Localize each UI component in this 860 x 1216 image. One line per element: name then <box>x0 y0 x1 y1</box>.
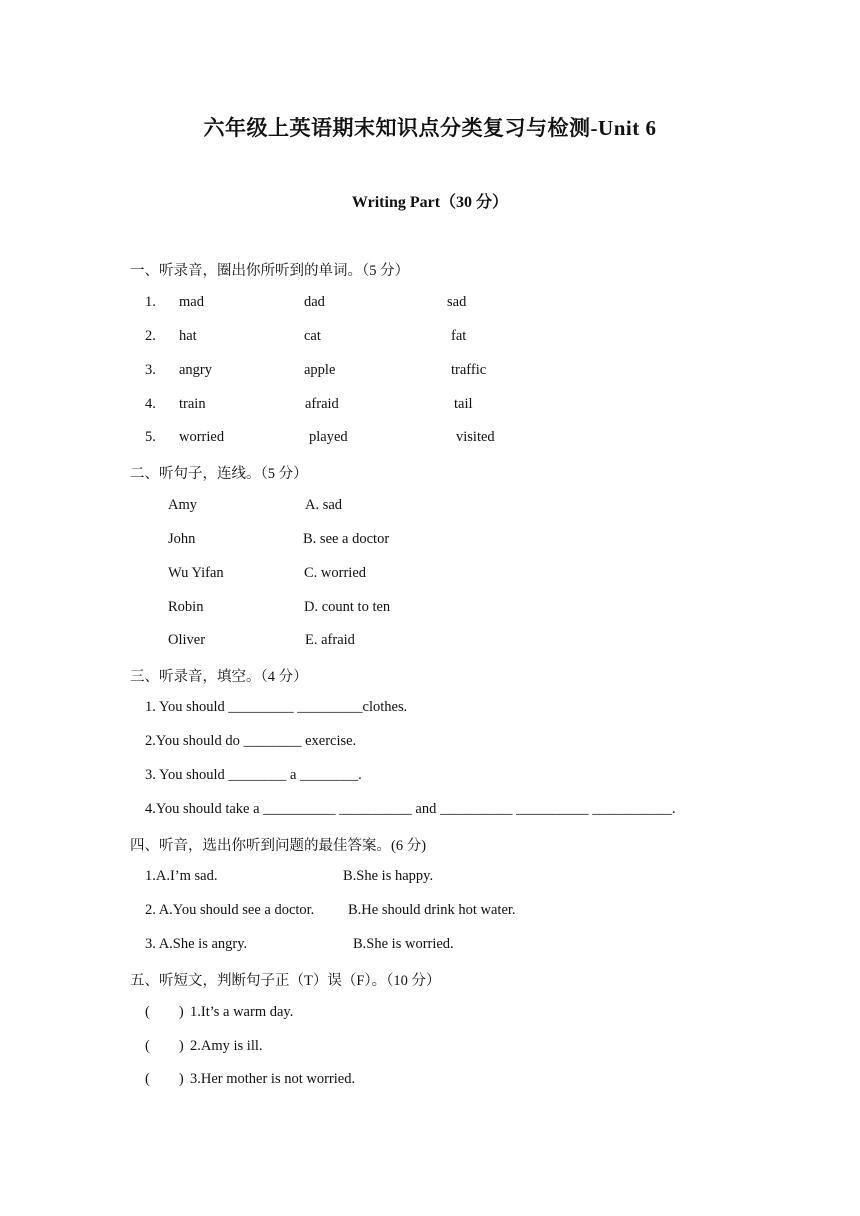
word-option: sad <box>447 294 467 310</box>
match-name: John <box>168 531 196 547</box>
answer-parentheses: ( ) <box>145 1038 184 1054</box>
word-option: angry <box>179 362 213 378</box>
choice-b: B.He should drink hot water. <box>348 902 516 918</box>
word-option: fat <box>451 328 467 344</box>
word-option: tail <box>454 396 473 412</box>
fill-blank-item: 4.You should take a __________ __________ and __________ __________ ___________. <box>145 801 676 817</box>
word-option: hat <box>179 328 197 344</box>
word-option: afraid <box>305 396 339 412</box>
word-option: traffic <box>451 362 487 378</box>
answer-parentheses: ( ) <box>145 1071 184 1087</box>
answer-parentheses: ( ) <box>145 1004 184 1020</box>
word-option: apple <box>304 362 336 378</box>
section-3-heading: 三、听录音，填空。（4 分） <box>130 669 308 685</box>
choice-a: 1.A.I’m sad. <box>145 868 218 884</box>
section-4-heading: 四、听音，选出你听到问题的最佳答案。(6 分) <box>130 838 427 854</box>
statement-text: 3.Her mother is not worried. <box>190 1071 356 1087</box>
document-title: 六年级上英语期末知识点分类复习与检测-Unit 6 <box>203 116 657 140</box>
match-option: A. sad <box>305 497 343 513</box>
row-number: 4. <box>145 396 156 412</box>
section-2-heading: 二、听句子，连线。（5 分） <box>130 466 308 482</box>
section-1-heading: 一、听录音，圈出你所听到的单词。（5 分） <box>130 263 410 279</box>
choice-b: B.She is worried. <box>353 936 454 952</box>
match-option: D. count to ten <box>304 599 391 615</box>
word-option: cat <box>304 328 321 344</box>
match-name: Wu Yifan <box>168 565 224 581</box>
word-option: mad <box>179 294 204 310</box>
match-name: Amy <box>168 497 197 513</box>
word-option: visited <box>456 429 495 445</box>
row-number: 5. <box>145 429 156 445</box>
match-name: Oliver <box>168 632 206 648</box>
choice-a: 2. A.You should see a doctor. <box>145 902 315 918</box>
match-name: Robin <box>168 599 204 615</box>
section-5-heading: 五、听短文，判断句子正（T）误（F）。（10 分） <box>130 973 441 989</box>
row-number: 1. <box>145 294 156 310</box>
fill-blank-item: 3. You should ________ a ________. <box>145 767 362 783</box>
word-option: train <box>179 396 206 412</box>
document-subtitle: Writing Part（30 分） <box>351 194 509 211</box>
row-number: 2. <box>145 328 156 344</box>
word-option: dad <box>304 294 325 310</box>
statement-text: 1.It’s a warm day. <box>190 1004 294 1020</box>
fill-blank-item: 2.You should do ________ exercise. <box>145 733 357 749</box>
statement-text: 2.Amy is ill. <box>190 1038 263 1054</box>
match-option: E. afraid <box>305 632 355 648</box>
row-number: 3. <box>145 362 156 378</box>
choice-a: 3. A.She is angry. <box>145 936 248 952</box>
fill-blank-item: 1. You should _________ _________clothes. <box>145 699 408 715</box>
match-option: B. see a doctor <box>303 531 390 547</box>
match-option: C. worried <box>304 565 367 581</box>
word-option: worried <box>179 429 225 445</box>
word-option: played <box>309 429 348 445</box>
choice-b: B.She is happy. <box>343 868 434 884</box>
